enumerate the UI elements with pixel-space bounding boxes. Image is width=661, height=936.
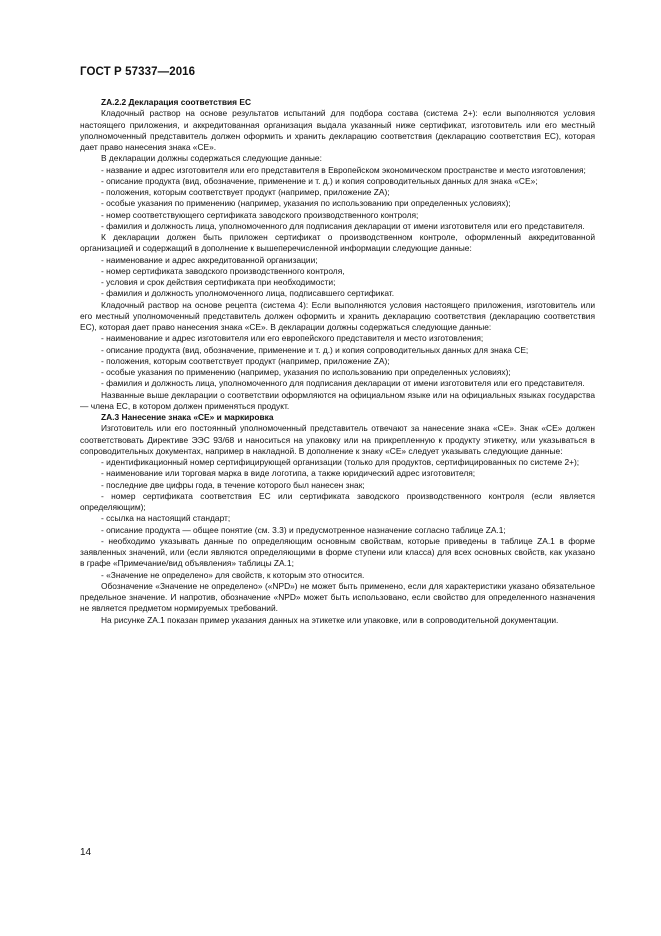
paragraph: - идентификационный номер сертифицирующей организации (только для продуктов, сертифицированных по системе 2+); — [101, 457, 580, 467]
paragraph: - «Значение не определено» для свойств, к которым это относится. — [101, 569, 365, 580]
paragraph: Кладочный раствор на основе результатов испытаний для подбора состава (система 2+): если выполняются условия настоящего приложения, и аккредитованная организация выдала указанный ниже сертификат, изготовитель или его местный уполномоченный представитель должен оформить и хранить декларацию соответствия (декларацию соответствия ЕС), которая дает право нанесения знака «СЕ». — [80, 108, 595, 152]
paragraph: - описание продукта — общее понятие (см. 3.3) и предусмотренное назначение согласно таблице ZA.1; — [101, 524, 506, 535]
paragraph: - наименование или торговая марка в виде логотипа, а также юридический адрес изготовителя; — [101, 468, 476, 479]
paragraph: - положения, которым соответствует продукт (например, приложение ZA); — [101, 355, 390, 366]
paragraph: - условия и срок действия сертификата при необходимости; — [101, 277, 336, 287]
paragraph: - название и адрес изготовителя или его представителя в Европейском экономическом пространстве и место изготовления; — [101, 164, 586, 175]
paragraph: - описание продукта (вид, обозначение, применение и т. д.) и копия сопроводительных данных для знака СЕ; — [101, 344, 529, 355]
paragraph: - последние две цифры года, в течение которого был нанесен знак; — [101, 479, 365, 490]
paragraph: - наименование и адрес аккредитованной организации; — [101, 254, 318, 265]
paragraph: - фамилия и должность уполномоченного лица, подписавшего сертификат. — [101, 288, 395, 299]
paragraph: - необходимо указывать данные по определяющим основным свойствам, которые приведены в таблице ZA.1 в форме заявленных значений, или (если являются определяющими в форме ступени или класса) для всех основных свойств, как указано в графе «Примечание/вид объявления» таблицы ZA.1; — [80, 535, 595, 569]
paragraph: Изготовитель или его постоянный уполномоченный представитель отвечают за нанесение знака «СЕ». Знак «СЕ» должен соответствовать Директиве ЭЭС 93/68 и наноситься на упаковку или на прикрепленную к продукту этикетку, или указываться в сопроводительных документах, например в накладной. В дополнение к знаку «СЕ» следует указывать следующие данные: — [80, 423, 595, 456]
paragraph: - ссылка на настоящий стандарт; — [101, 513, 231, 524]
paragraph: - описание продукта (вид, обозначение, применение и т. д.) и копия сопроводительных данных для знака «СЕ»; — [101, 175, 538, 186]
paragraph: Обозначение «Значение не определено» («NPD») не может быть применено, если для характеристики указано обязательное предельное значение. И напротив, обозначение «NPD» может быть использовано, если свойство для определенного назначения не является предметом нормируемых требований. — [80, 580, 595, 614]
paragraph: - номер сертификата заводского производственного контроля, — [101, 265, 345, 276]
paragraph: На рисунке ZA.1 показан пример указания данных на этикетке или упаковке, или в сопроводительной документации. — [101, 614, 559, 625]
paragraph: К декларации должен быть приложен сертификат о производственном контроле, оформленный аккредитованной организацией и содержащий в дополнение к вышеперечисленной информации следующие данные: — [80, 232, 595, 254]
paragraph: - номер соответствующего сертификата заводского производственного контроля; — [101, 209, 419, 220]
paragraph: В декларации должны содержаться следующие данные: — [101, 153, 322, 164]
paragraph: - положения, которым соответствует продукт (например, приложение ZA); — [101, 187, 390, 197]
page-number: 14 — [80, 847, 92, 858]
paragraph: - фамилия и должность лица, уполномоченного для подписания декларации от имени изготовителя или его представителя. — [101, 378, 585, 389]
paragraph: - наименование и адрес изготовителя или его европейского представителя и место изготовления; — [101, 333, 484, 344]
paragraph: - фамилия и должность лица, уполномоченного для подписания декларации от имени изготовителя или его представителя. — [101, 220, 585, 231]
section-heading: ZA.3 Нанесение знака «СЕ» и маркировка — [101, 412, 274, 422]
section-heading: ZA.2.2 Декларация соответствия ЕС — [101, 97, 252, 107]
paragraph: Названные выше декларации о соответствии оформляются на официальном языке или на официальных языках государства — члена ЕС, в котором должен применяться продукт. — [80, 389, 595, 411]
paragraph: Кладочный раствор на основе рецепта (система 4): Если выполняются условия настоящего приложения, изготовитель или его местный уполномоченный представитель должен оформить и хранить декларацию соответствия (декларацию соответствия ЕС), которая дает право нанесения знака «СЕ». В декларации должны содержаться следующие данные: — [80, 299, 595, 332]
page-header: ГОСТ Р 57337—2016 — [80, 66, 196, 78]
paragraph: - особые указания по применению (например, указания по использованию при определенных условиях); — [101, 198, 511, 209]
paragraph: - особые указания по применению (например, указания по использованию при определенных условиях); — [101, 367, 511, 377]
paragraph: - номер сертификата соответствия ЕС или сертификата заводского производственного контроля (если является определяющим); — [80, 490, 595, 512]
document-body — [80, 97, 595, 626]
